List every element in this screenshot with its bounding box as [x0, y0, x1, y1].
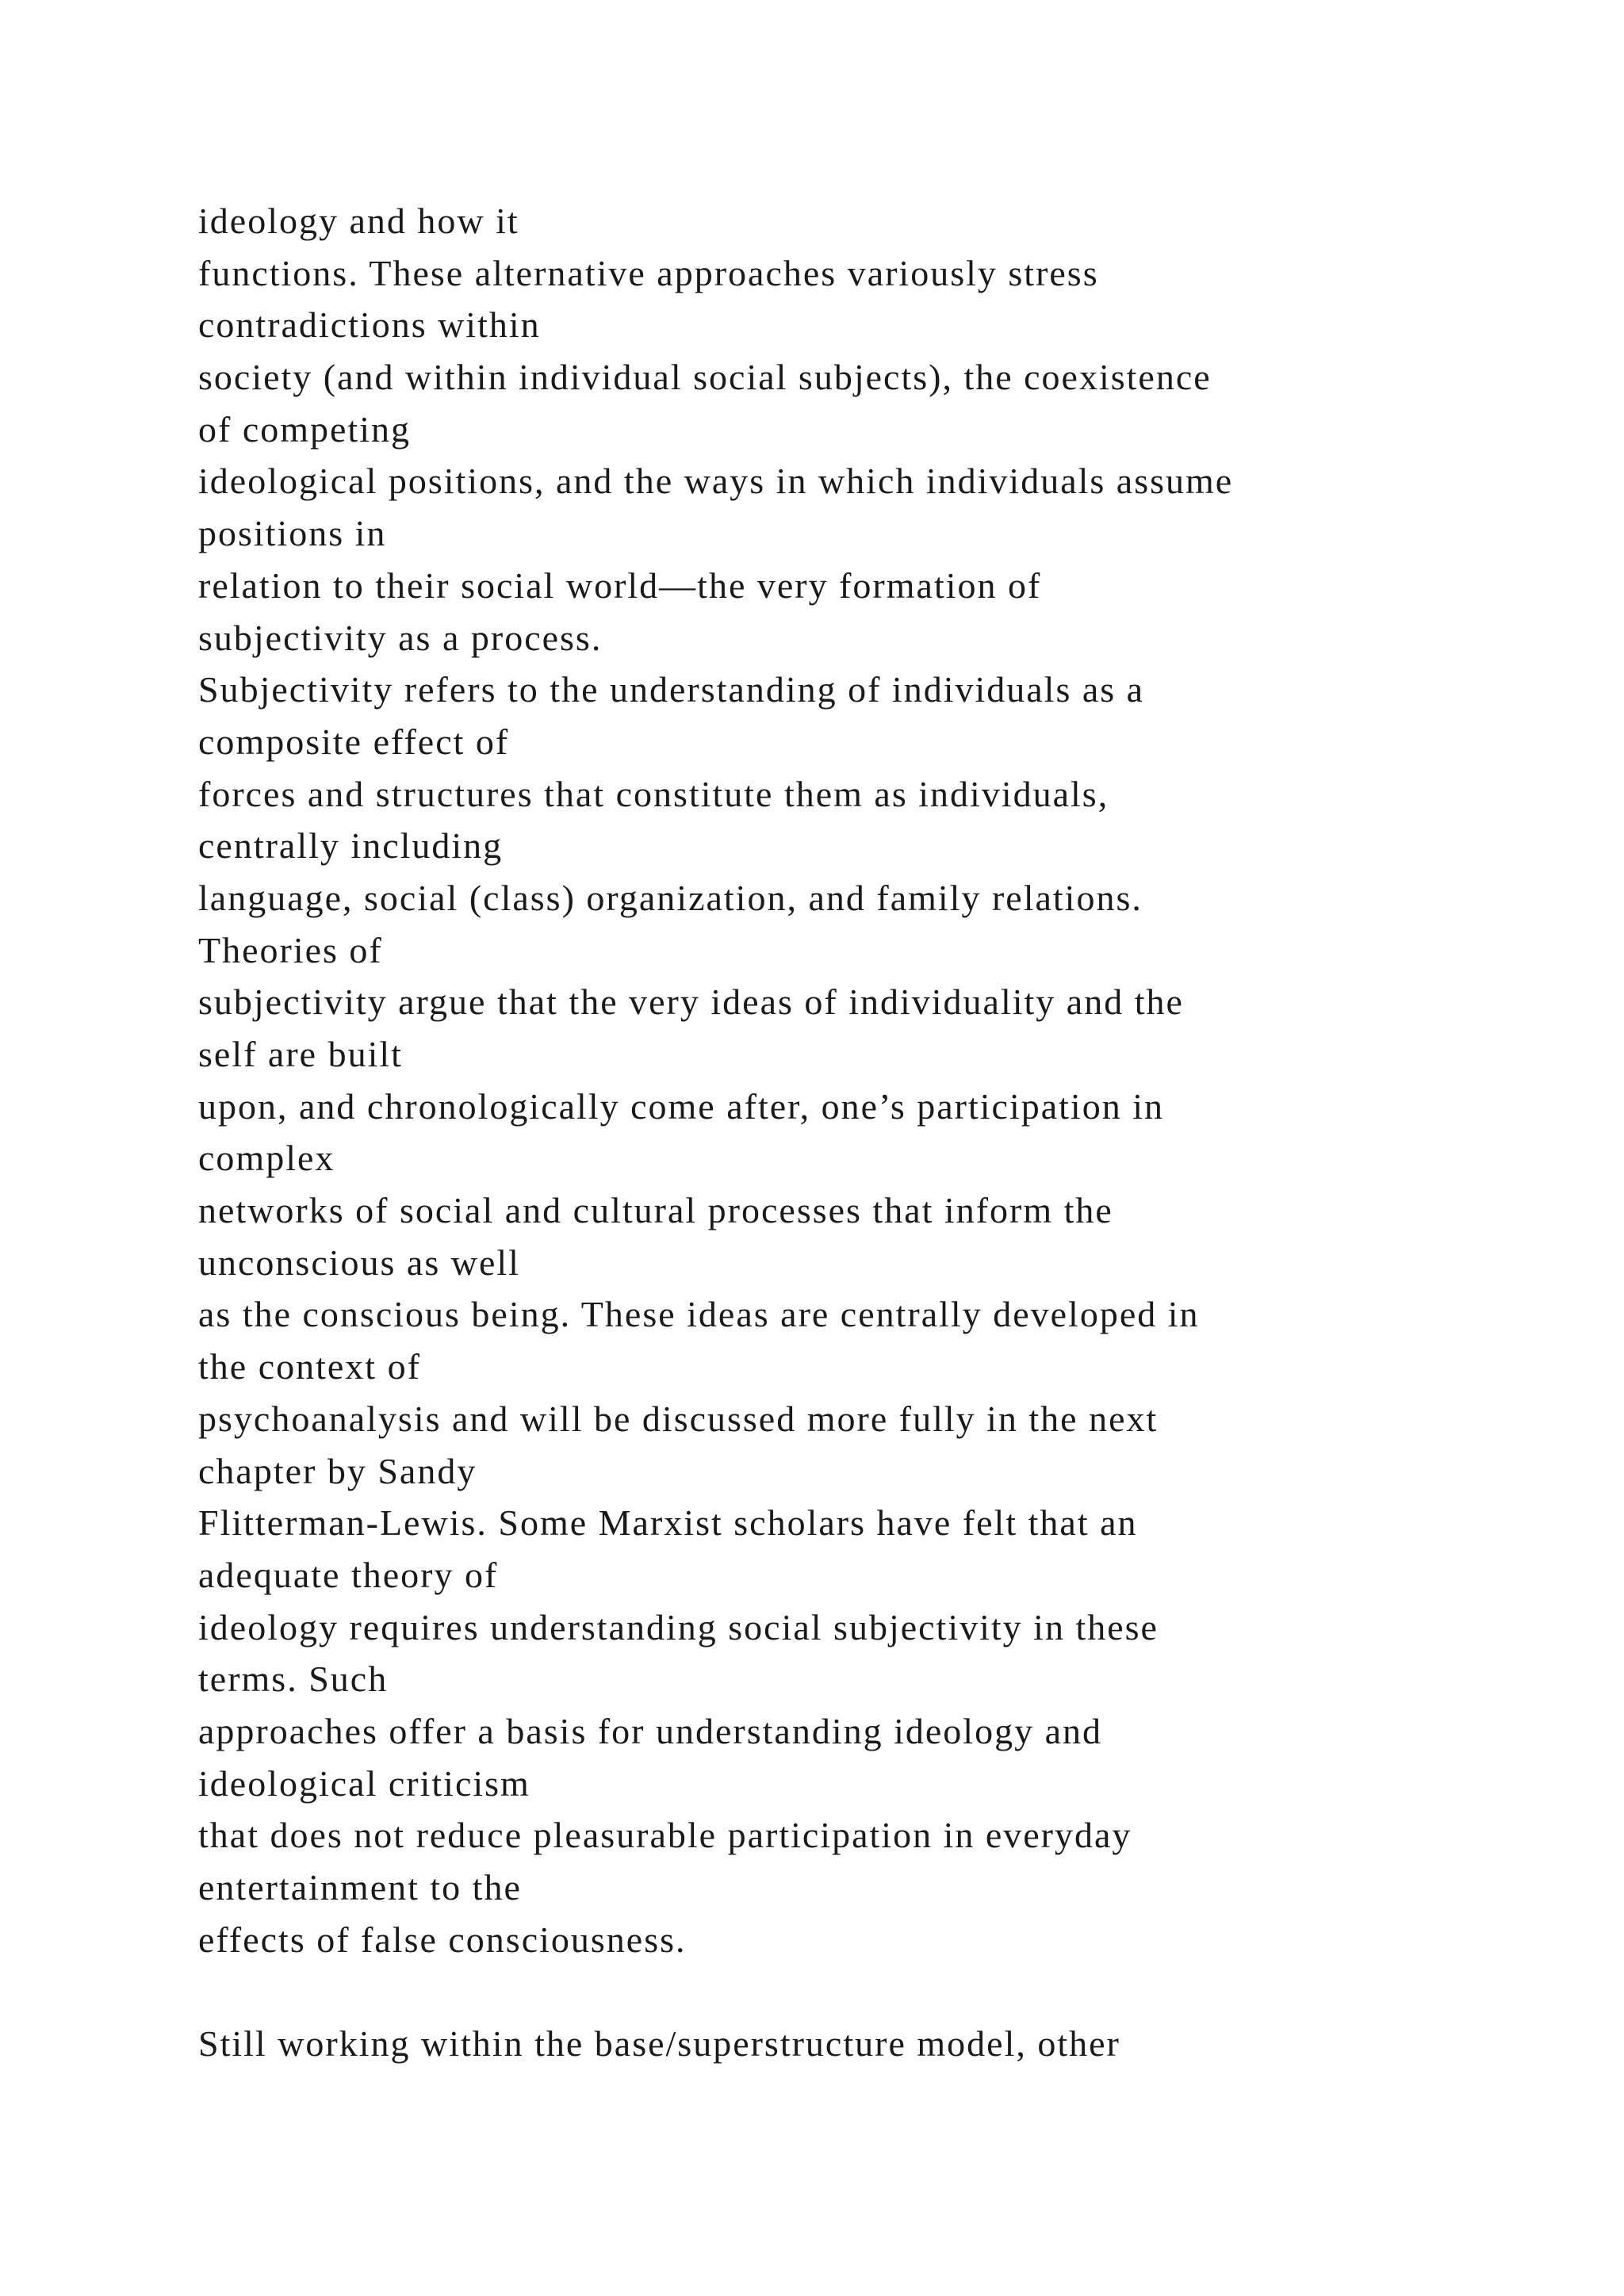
text-line: self are built — [198, 1034, 403, 1074]
text-line: subjectivity as a process. — [198, 617, 603, 658]
text-line: ideology and how it — [198, 201, 519, 241]
text-line: subjectivity argue that the very ideas of individuality and the — [198, 982, 1184, 1023]
text-line: as the conscious being. These ideas are centrally developed in — [198, 1294, 1200, 1335]
text-line: Flitterman-Lewis. Some Marxist scholars have felt that an — [198, 1502, 1138, 1544]
text-line: Subjectivity refers to the understanding of individuals as a — [198, 669, 1145, 710]
text-line: ideological positions, and the ways in which individuals assume — [198, 461, 1234, 502]
text-line: approaches offer a basis for understanding ideology and — [198, 1710, 1102, 1751]
text-line: centrally including — [198, 825, 504, 867]
text-line: of competing — [198, 408, 411, 450]
text-line: relation to their social world—the very formation of — [198, 564, 1042, 606]
text-line: positions in — [198, 513, 387, 554]
text-line: terms. Such — [198, 1659, 389, 1700]
text-line: that does not reduce pleasurable participation in everyday — [198, 1815, 1132, 1856]
text-line: forces and structures that constitute them as individuals, — [198, 773, 1109, 814]
text-line: entertainment to the — [198, 1867, 522, 1908]
text-line: chapter by Sandy — [198, 1450, 477, 1491]
text-line: Still working within the base/superstructure model, other — [198, 2023, 1120, 2064]
text-line: contradictions within — [198, 304, 541, 346]
text-line: unconscious as well — [198, 1242, 520, 1283]
text-line: functions. These alternative approaches variously stress — [198, 252, 1099, 293]
text-line: Theories of — [198, 929, 383, 970]
text-line: composite effect of — [198, 721, 510, 762]
paragraph-break — [198, 1965, 1546, 2018]
text-line: upon, and chronologically come after, one’s participation in — [198, 1085, 1164, 1127]
text-line: the context of — [198, 1346, 421, 1387]
text-line: effects of false consciousness. — [198, 1919, 687, 1960]
text-line: language, social (class) organization, and family relations. — [198, 877, 1143, 918]
text-line: networks of social and cultural processes that inform the — [198, 1190, 1113, 1231]
body-text — [198, 195, 1546, 2070]
text-line: psychoanalysis and will be discussed more fully in the next — [198, 1398, 1159, 1439]
text-line: ideological criticism — [198, 1762, 530, 1804]
text-line: ideology requires understanding social subjectivity in these — [198, 1606, 1159, 1647]
text-line: complex — [198, 1138, 335, 1179]
text-line: society (and within individual social subjects), the coexistence — [198, 357, 1212, 398]
text-line: adequate theory of — [198, 1554, 499, 1595]
